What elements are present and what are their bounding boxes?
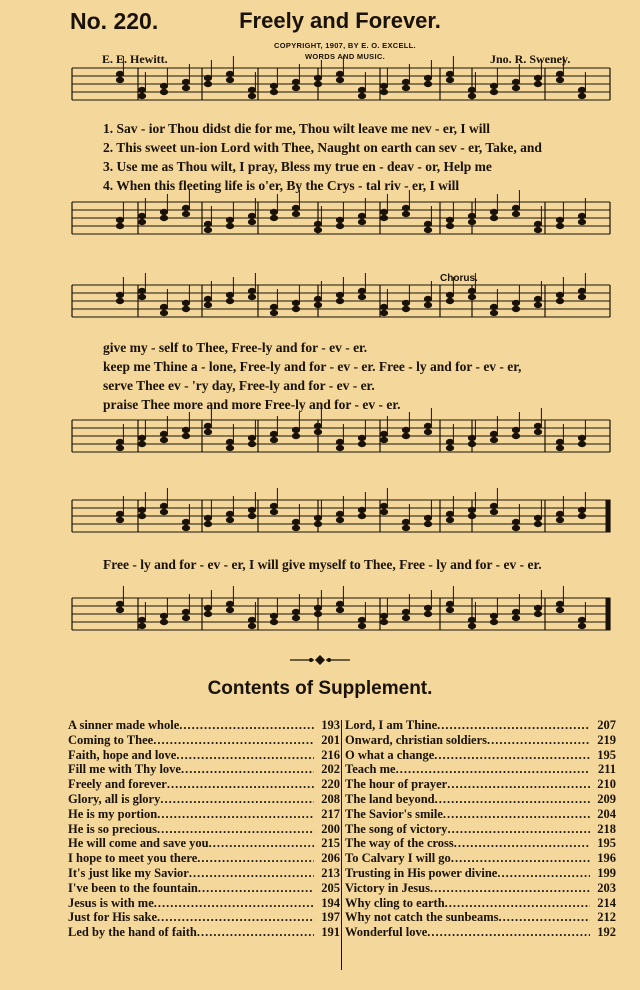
entry-title: Teach me	[345, 762, 396, 777]
contents-entry	[345, 822, 616, 837]
entry-title: Lord, I am Thine	[345, 718, 438, 732]
verse-cont-3: serve Thee ev - 'ry day, Free-ly and for - ev - er.	[103, 378, 375, 393]
leader-dots	[209, 836, 314, 851]
contents-entry	[345, 881, 616, 896]
entry-page: 219	[597, 732, 616, 747]
contents-entry	[345, 866, 616, 881]
entry-title: He is my portion	[68, 806, 158, 821]
entry-page: 195	[597, 836, 616, 851]
leader-dots	[160, 792, 314, 807]
contents-entry	[345, 851, 616, 866]
contents-entry	[68, 762, 340, 777]
entry-title: I hope to meet you there	[68, 851, 198, 866]
music-author: Jno. R. Sweney.	[490, 52, 571, 66]
entry-page: 207	[597, 718, 616, 732]
leader-dots	[499, 910, 591, 925]
leader-dots	[445, 896, 590, 911]
contents-entry	[345, 777, 616, 792]
contents-entry	[345, 807, 616, 822]
entry-title: Faith, hope and love	[68, 747, 177, 762]
leader-dots	[189, 866, 314, 881]
verse-cont-4: praise Thee more and more Free-ly and for - ev - er.	[103, 397, 401, 412]
entry-title: Led by the hand of faith	[68, 925, 197, 940]
entry-title: The way of the cross	[345, 836, 454, 851]
leader-dots	[427, 925, 590, 940]
leader-dots	[197, 925, 314, 940]
column-divider	[341, 720, 342, 970]
entry-page: 202	[321, 762, 340, 777]
entry-page: 206	[321, 851, 340, 866]
contents-entry	[345, 718, 616, 733]
leader-dots	[447, 777, 590, 792]
entry-title: A sinner made whole	[68, 718, 180, 732]
leader-dots	[396, 762, 590, 777]
contents-entry	[68, 851, 340, 866]
contents-entry	[68, 925, 340, 940]
contents-entry	[68, 718, 340, 733]
entry-title: The hour of prayer	[345, 777, 448, 792]
entry-title: He will come and save you	[68, 836, 209, 851]
verse-line-3: 3. Use me as Thou wilt, I pray, Bless my true en - deav - or, Help me	[103, 159, 492, 174]
contents-entry	[345, 733, 616, 748]
entry-page: 195	[597, 747, 616, 762]
entry-page: 205	[321, 880, 340, 895]
copyright-line-2: WORDS AND MUSIC.	[305, 52, 385, 61]
contents-right-column	[345, 718, 616, 940]
hymn-title: Freely and Forever.	[239, 8, 441, 33]
words-author: E. E. Hewitt.	[102, 52, 168, 66]
entry-title: Fill me with Thy love	[68, 762, 181, 777]
entry-title: Glory, all is glory	[68, 791, 161, 806]
leader-dots	[454, 836, 590, 851]
entry-title: I've been to the fountain	[68, 880, 198, 895]
entry-page: 201	[321, 732, 340, 747]
entry-page: 210	[597, 777, 616, 792]
hymn-number: No. 220.	[70, 8, 159, 34]
verse-line-2: 2. This sweet un-ion Lord with Thee, Naught on earth can sev - er, Take, and	[103, 140, 542, 155]
leader-dots	[437, 718, 590, 733]
contents-entry	[68, 822, 340, 837]
leader-dots	[179, 718, 314, 733]
leader-dots	[157, 807, 314, 822]
leader-dots	[451, 851, 590, 866]
entry-page: 191	[321, 925, 340, 940]
entry-title: Onward, christian soldiers	[345, 732, 488, 747]
entry-page: 208	[321, 791, 340, 806]
contents-entry	[345, 925, 616, 940]
entry-page: 216	[321, 747, 340, 762]
contents-entry	[68, 910, 340, 925]
leader-dots	[181, 762, 314, 777]
entry-page: 196	[597, 851, 616, 866]
contents-entry	[68, 896, 340, 911]
entry-title: The song of victory	[345, 821, 448, 836]
entry-title: He is so precious	[68, 821, 158, 836]
leader-dots	[153, 733, 314, 748]
contents-entry	[68, 733, 340, 748]
entry-page: 204	[597, 806, 616, 821]
contents-entry	[68, 748, 340, 763]
supplement-title: Contents of Supplement.	[207, 678, 433, 699]
contents-entry	[345, 748, 616, 763]
entry-title: Trusting in His power divine	[345, 865, 498, 880]
leader-dots	[434, 748, 590, 763]
leader-dots	[157, 910, 314, 925]
entry-page: 212	[597, 910, 616, 925]
leader-dots	[430, 881, 590, 896]
verse-line-1: 1. Sav - ior Thou didst die for me, Thou wilt leave me nev - er, I will	[103, 121, 491, 136]
leader-dots	[435, 792, 590, 807]
contents-left-column	[68, 718, 340, 940]
verse-cont-2: keep me Thine a - lone, Free-ly and for - ev - er. Free - ly and for - ev - er,	[103, 359, 522, 374]
final-lyric-line: Free - ly and for - ev - er, I will give myself to Thee, Free - ly and for - ev - er.	[103, 557, 542, 572]
leader-dots	[198, 881, 314, 896]
leader-dots	[167, 777, 314, 792]
contents-entry	[68, 777, 340, 792]
leader-dots	[197, 851, 314, 866]
entry-title: Freely and forever	[68, 777, 167, 792]
verse-line-4: 4. When this fleeting life is o'er, By the Crys - tal riv - er, I will	[103, 178, 460, 193]
entry-page: 214	[597, 895, 616, 910]
contents-entry	[345, 762, 616, 777]
chorus-label: Chorus.	[440, 273, 478, 284]
entry-page: 192	[597, 925, 616, 940]
leader-dots	[443, 807, 590, 822]
contents-entry	[68, 792, 340, 807]
leader-dots	[157, 822, 314, 837]
contents-entry	[68, 836, 340, 851]
entry-title: Wonderful love	[345, 925, 428, 940]
entry-page: 200	[321, 821, 340, 836]
entry-page: 199	[597, 865, 616, 880]
entry-page: 193	[321, 718, 340, 732]
contents-entry	[68, 881, 340, 896]
leader-dots	[154, 896, 314, 911]
entry-title: The land beyond	[345, 791, 435, 806]
entry-title: Victory in Jesus	[345, 880, 430, 895]
copyright-line-1: COPYRIGHT, 1907, BY E. O. EXCELL.	[274, 41, 416, 50]
contents-entry	[345, 910, 616, 925]
contents-entry	[345, 836, 616, 851]
ornament-divider	[290, 654, 350, 666]
entry-page: 218	[597, 821, 616, 836]
entry-page: 220	[321, 777, 340, 792]
entry-title: Just for His sake	[68, 910, 158, 925]
entry-title: The Savior's smile	[345, 806, 443, 821]
entry-title: It's just like my Savior	[68, 865, 189, 880]
entry-title: Jesus is with me	[68, 895, 154, 910]
entry-title: Coming to Thee	[68, 732, 154, 747]
contents-entry	[68, 866, 340, 881]
entry-page: 211	[597, 762, 616, 777]
entry-page: 217	[321, 806, 340, 821]
leader-dots	[447, 822, 590, 837]
leader-dots	[176, 748, 314, 763]
entry-page: 203	[597, 880, 616, 895]
contents-entry	[68, 807, 340, 822]
entry-page: 215	[321, 836, 340, 851]
entry-title: Why not catch the sunbeams	[345, 910, 499, 925]
entry-page: 194	[321, 895, 340, 910]
entry-title: Why cling to earth	[345, 895, 445, 910]
entry-page: 213	[321, 865, 340, 880]
verse-cont-1: give my - self to Thee, Free-ly and for - ev - er.	[103, 340, 368, 355]
contents-entry	[345, 896, 616, 911]
entry-page: 209	[597, 791, 616, 806]
contents-entry	[345, 792, 616, 807]
entry-title: O what a change	[345, 747, 435, 762]
leader-dots	[497, 866, 590, 881]
entry-page: 197	[321, 910, 340, 925]
leader-dots	[487, 733, 590, 748]
entry-title: To Calvary I will go	[345, 851, 451, 866]
